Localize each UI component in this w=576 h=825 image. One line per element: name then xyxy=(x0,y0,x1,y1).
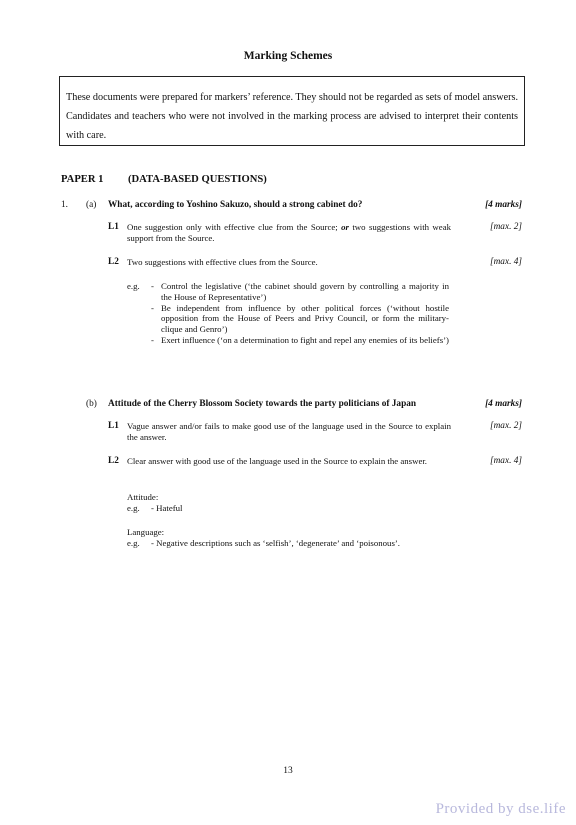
attitude-item: - Hateful xyxy=(151,503,183,513)
disclaimer-box: These documents were prepared for markers’ reference. They should not be regarded as sets of model answers. Candidates and teachers who were not involved in the marking process are advised to interpret their contents with care. xyxy=(59,76,525,146)
language-eg-label: e.g. xyxy=(127,538,140,548)
part-a-l2-marks: [max. 4] xyxy=(489,257,522,267)
example-item: - Be independent from influence by other political forces (‘without hostile opposition from the House of Peers and Privy Council, or form the military-clique and Genro’) xyxy=(151,303,449,335)
part-a-question: What, according to Yoshino Sakuzo, should a strong cabinet do? xyxy=(108,200,363,210)
paper-label: PAPER 1 xyxy=(61,174,104,185)
part-a-example-list xyxy=(151,281,449,346)
part-a-l1-level: L1 xyxy=(108,222,119,232)
part-a-l1-marks: [max. 2] xyxy=(489,222,522,232)
part-a-label: (a) xyxy=(86,200,97,210)
part-a-l1-text: One suggestion only with effective clue from the Source; or two suggestions with weak support from the Source. xyxy=(127,222,451,243)
page-number: 13 xyxy=(283,766,293,776)
attitude-eg-label: e.g. xyxy=(127,503,140,513)
part-b-l1-text: Vague answer and/or fails to make good use of the language used in the Source to explain the answer. xyxy=(127,421,451,442)
paper-subtitle: (DATA-BASED QUESTIONS) xyxy=(128,174,267,185)
part-a-eg-label: e.g. xyxy=(127,281,140,291)
part-b-l1-level: L1 xyxy=(108,421,119,431)
question-number: 1. xyxy=(61,200,68,210)
paper-heading xyxy=(61,174,267,185)
part-b-l2-marks: [max. 4] xyxy=(489,456,522,466)
example-item: - Control the legislative (‘the cabinet should govern by controlling a majority in the House of Representative’) xyxy=(151,281,449,303)
part-b-label: (b) xyxy=(86,399,97,409)
part-b-l2-text: Clear answer with good use of the language used in the Source to explain the answer. xyxy=(127,456,427,466)
part-a-marks: [4 marks] xyxy=(485,200,522,210)
part-b-question: Attitude of the Cherry Blossom Society towards the party politicians of Japan xyxy=(108,399,417,409)
part-b-l2-level: L2 xyxy=(108,456,119,466)
example-item: - Exert influence (‘on a determination to fight and repel any enemies of its beliefs’) xyxy=(151,335,449,346)
attitude-heading: Attitude: xyxy=(127,492,159,502)
page-title: Marking Schemes xyxy=(243,50,333,62)
part-a-l2-text: Two suggestions with effective clues from the Source. xyxy=(127,257,318,267)
part-a-l2-level: L2 xyxy=(108,257,119,267)
language-item: - Negative descriptions such as ‘selfish’, ‘degenerate’ and ‘poisonous’. xyxy=(151,538,401,548)
language-heading: Language: xyxy=(127,527,165,537)
footer-attribution: Provided by dse.life xyxy=(435,801,566,817)
part-b-marks: [4 marks] xyxy=(485,399,522,409)
part-b-l1-marks: [max. 2] xyxy=(489,421,522,431)
